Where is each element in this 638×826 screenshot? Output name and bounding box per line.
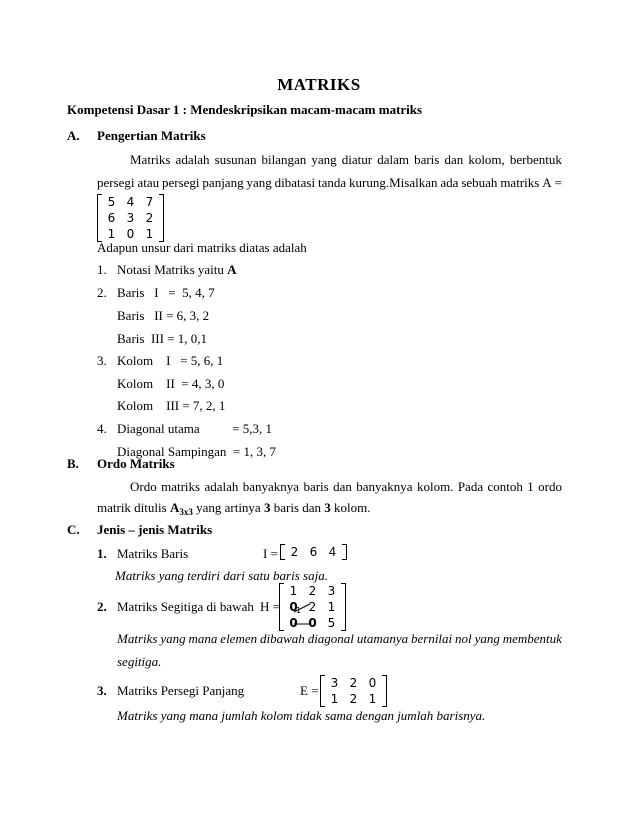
triangle-desc-word: utamanya [356,631,409,646]
paragraph-word: ada [440,175,459,190]
triangle-desc-word: mana [188,631,218,646]
paragraph-word: dan [444,152,464,167]
matrix-cell: 6 [309,545,318,559]
type2-description-line2: segitiga. [117,654,162,669]
paragraph-word: dalam [377,152,409,167]
matrix-cell: 1 [107,227,116,241]
section-a-letter: A. [67,128,80,143]
paragraph-word: panjang [202,175,244,190]
matrix-cell: 4 [126,195,135,209]
section-b-letter: B. [67,456,79,471]
paragraph-word: dibatasi [274,175,316,190]
list-item: Diagonal Sampingan = 1, 3, 7 [117,444,276,459]
matrix-a [97,194,164,242]
list-item-number: 1. [97,262,107,277]
matrix-cell: 1 [368,692,377,706]
paragraph-word: A [542,175,552,190]
matrix-row [102,210,159,226]
matrix-cell: 2 [145,211,154,225]
ordo-word: Ordo [130,479,157,494]
paragraph-word: baris [414,152,440,167]
type3-number: 3. [97,683,107,698]
triangle-desc-word: yang [160,631,186,646]
matrix-cell: 3 [330,676,339,690]
matrix-row [285,544,342,560]
triangle-desc-word: elemen [220,631,258,646]
elements-intro: Adapun unsur dari matriks diatas adalah [97,240,307,255]
type3-description: Matriks yang mana jumlah kolom tidak sama dengan jumlah barisnya. [117,708,486,723]
ordo-word: banyaknya [356,479,413,494]
section-c-letter: C. [67,522,80,537]
list-item: Notasi Matriks yaitu A [117,262,237,277]
list-item: Kolom I = 5, 6, 1 [117,353,224,368]
ordo-word: 1 [527,479,534,494]
matrix-row [325,691,382,707]
list-item: Diagonal utama = 5,3, 1 [117,421,272,436]
page-title: MATRIKS [277,75,361,94]
paragraph-word: yang [311,152,337,167]
list-item-number: 3. [97,353,107,368]
paragraph-word: sebuah [461,175,498,190]
type2-equals: H = [260,599,280,614]
paragraph-word: matriks [500,175,540,190]
paragraph-word: persegi [161,175,200,190]
paragraph-word: tanda [317,175,347,190]
matrix-cell: 1 [330,692,339,706]
ordo-word: matriks [161,479,201,494]
paragraph-word: berbentuk [509,152,562,167]
ordo-word: banyaknya [242,479,300,494]
matrix-cell: 2 [349,676,358,690]
list-item: Baris I = 5, 4, 7 [117,285,215,300]
matrix-cell: 0 [126,227,135,241]
matrix-cell: 3 [126,211,135,225]
type2-description-line1 [117,631,562,647]
list-item-number: 2. [97,285,107,300]
list-item-number: 4. [97,421,107,436]
diagonal-marker [284,586,354,634]
matrix-cell: 7 [145,195,154,209]
triangle-desc-word: Matriks [117,631,158,646]
triangle-desc-word: bernilai [410,631,453,646]
diagonal-note: 1 [296,606,302,615]
paragraph-word: susunan [214,152,257,167]
matrix-cell: 1 [289,584,298,598]
paragraph-word: adalah [175,152,210,167]
paragraph-word: = [554,175,562,190]
matrix-cell: 5 [327,616,336,630]
matrix-e [320,675,387,707]
matrix-cell: 1 [145,227,154,241]
triangle-desc-word: yang [474,631,500,646]
ordo-word: contoh [487,479,523,494]
paragraph-word: diatur [341,152,373,167]
matrix-cell: 0 [308,616,317,630]
notation-symbol: A [227,262,237,277]
triangle-desc-word: dibawah [260,631,305,646]
paragraph-word: persegi [97,175,135,190]
list-item: Kolom II = 4, 3, 0 [117,376,225,391]
matrix-row [102,194,159,210]
ordo-word: baris [303,479,329,494]
type3-equals: E = [300,683,319,698]
type1-description: Matriks yang terdiri dari satu baris saja. [115,568,328,583]
matrix-cell: 0 [368,676,377,690]
ordo-word: Pada [457,479,484,494]
paragraph-word: atau [137,175,160,190]
ordo-word: ordo [538,479,562,494]
matrix-cell: 2 [308,584,317,598]
matrix-cell: 2 [290,545,299,559]
ordo-subscript: 3x3 [179,507,193,517]
matrix-cell: 1 [327,600,336,614]
matrix-i [280,544,347,560]
ordo-pre: matrik ditulis [97,500,170,515]
section-a-paragraph-line1 [130,152,562,168]
ordo-end: kolom. [330,500,371,515]
type1-equals: I = [263,546,278,561]
triangle-desc-word: nol [455,631,472,646]
kompetensi-dasar: Kompetensi Dasar 1 : Mendeskripsikan macam-macam matriks [67,102,423,117]
paragraph-word: kolom, [468,152,505,167]
section-b-heading: Ordo Matriks [97,456,175,471]
matrix-row [325,675,382,691]
type3-label: Matriks Persegi Panjang [117,683,245,698]
matrix-cell: 2 [349,692,358,706]
paragraph-word: bilangan [261,152,307,167]
ordo-symbol: A [169,500,180,515]
ordo-cols: 3 [324,500,331,515]
matrix-cell: 0 [289,600,298,614]
list-item: Baris III = 1, 0,1 [117,331,208,346]
ordo-rows: 3 [263,500,271,515]
matrix-cell: 2 [308,600,317,614]
ordo-word: kolom. [416,479,454,494]
matrix-cell: 3 [327,584,336,598]
type2-number: 2. [97,599,107,614]
list-item: Baris II = 6, 3, 2 [117,308,210,323]
matrix-cell: 0 [289,616,298,630]
matrix-cell: 6 [107,211,116,225]
ordo-word: dan [333,479,352,494]
ordo-word: adalah [204,479,239,494]
paragraph-word: yang [246,175,272,190]
type2-label: Matriks Segitiga di bawah [117,599,254,614]
triangle-desc-word: membentuk [502,631,562,646]
type1-number: 1. [97,546,107,561]
matrix-cell: 4 [328,545,337,559]
matrix-cell: 5 [107,195,116,209]
ordo-mid: yang artinya [192,500,264,515]
paragraph-word: Matriks [130,152,171,167]
section-b-line1 [130,479,562,495]
ordo-mid2: baris dan [270,500,325,515]
type1-label: Matriks Baris [117,546,189,561]
paragraph-word: kurung.Misalkan [349,175,438,190]
triangle-desc-word: diagonal [307,631,354,646]
section-a-paragraph-line2 [97,175,562,191]
section-c-heading: Jenis – jenis Matriks [97,522,213,537]
list-item: Kolom III = 7, 2, 1 [117,398,226,413]
section-b-line2 [97,500,371,517]
section-a-heading: Pengertian Matriks [97,128,206,143]
